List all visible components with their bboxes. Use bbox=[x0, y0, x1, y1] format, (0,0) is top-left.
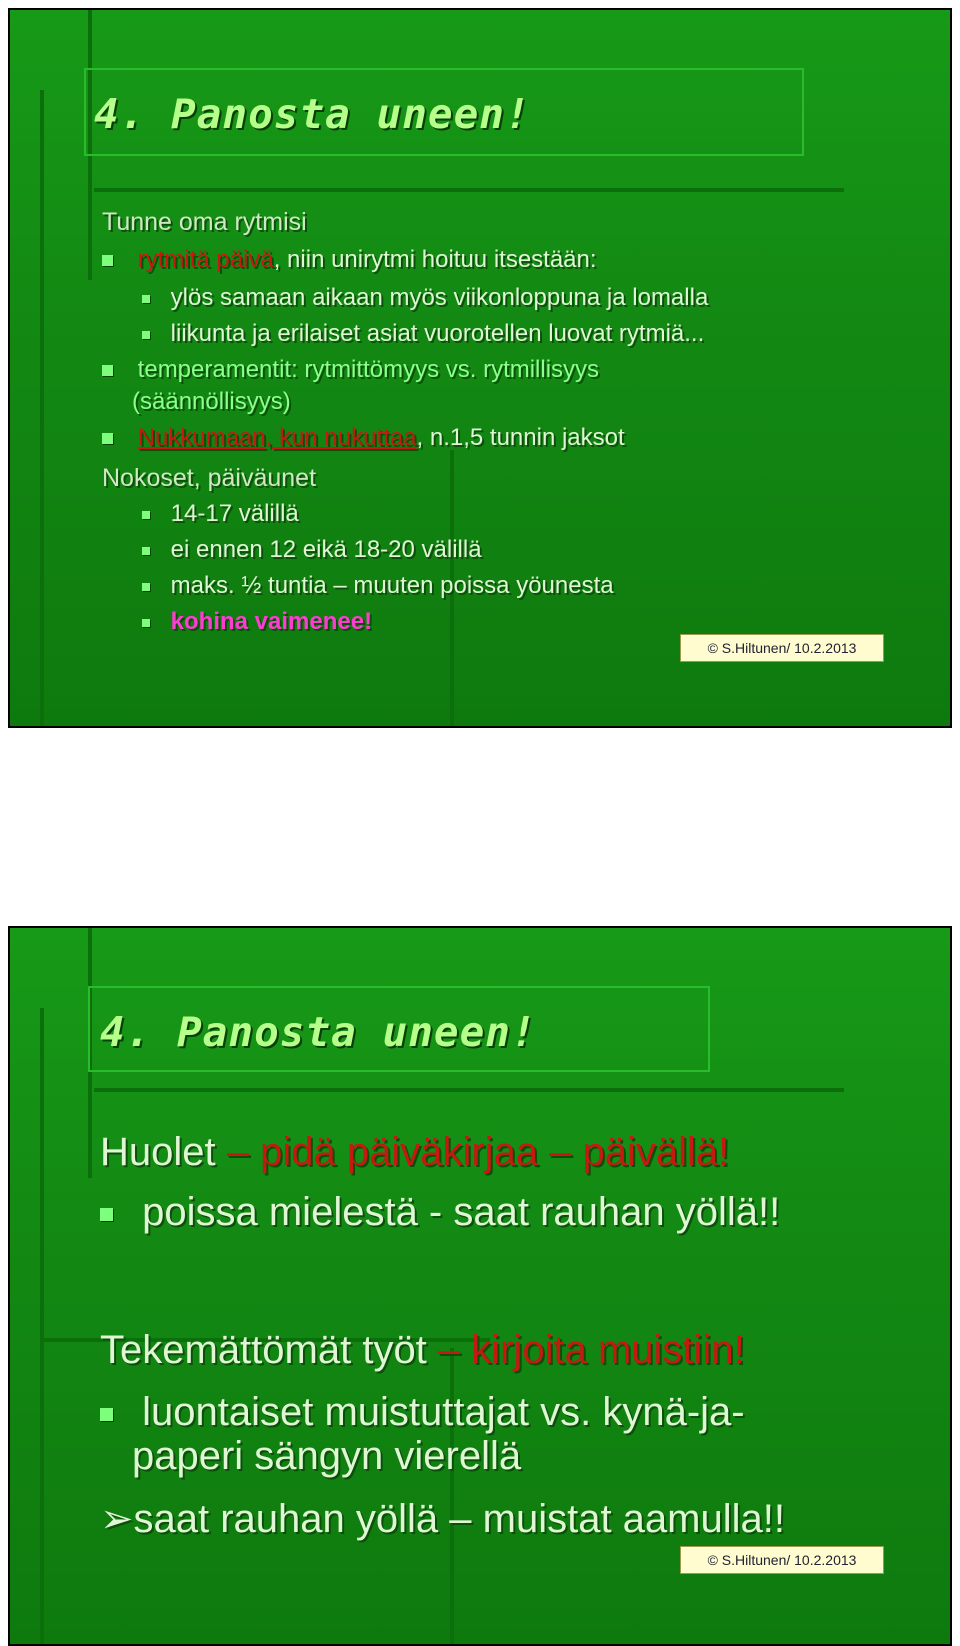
sub-bullet-text: 14-17 välillä bbox=[170, 500, 299, 527]
bullet-item bbox=[100, 1390, 745, 1435]
bullet-icon bbox=[142, 511, 150, 519]
bullet-icon bbox=[102, 255, 113, 266]
sub-bullet-item bbox=[142, 608, 372, 636]
arrow-item bbox=[100, 1496, 785, 1542]
bullet-text: poissa mielestä - saat rauhan yöllä!! bbox=[142, 1190, 781, 1234]
bullet-icon bbox=[142, 583, 150, 591]
copyright-credit: © S.Hiltunen/ 10.2.2013 bbox=[680, 634, 884, 662]
highlight-link[interactable]: Nukkumaan, kun nukuttaa bbox=[137, 424, 417, 451]
heading-rhythm: Tunne oma rytmisi bbox=[102, 208, 307, 236]
bullet-icon bbox=[102, 433, 113, 444]
sub-bullet-text: ylös samaan aikaan myös viikonloppuna ja lomalla bbox=[170, 284, 709, 311]
bullet-text: , niin unirytmi hoituu itsestään: bbox=[273, 246, 597, 273]
arrow-icon: ➢ bbox=[100, 1497, 134, 1541]
sub-bullet-text: kohina vaimenee! bbox=[170, 608, 373, 635]
bullet-icon bbox=[100, 1208, 113, 1221]
heading-worries bbox=[100, 1130, 729, 1175]
sub-bullet-text: ei ennen 12 eikä 18-20 välillä bbox=[170, 536, 482, 563]
slide-1 bbox=[8, 8, 952, 728]
bullet-text: , n.1,5 tunnin jaksot bbox=[416, 424, 625, 451]
heading-text: Tekemättömät työt bbox=[100, 1328, 438, 1372]
slide-title: 4. Panosta uneen! bbox=[94, 90, 531, 138]
bullet-text-continued: (säännöllisyys) bbox=[132, 388, 291, 415]
sub-bullet-item bbox=[142, 500, 299, 528]
heading-tasks bbox=[100, 1328, 745, 1373]
decor-line bbox=[94, 188, 844, 192]
bullet-item bbox=[102, 356, 599, 384]
bullet-text: luontaiset muistuttajat vs. kynä-ja- bbox=[142, 1390, 745, 1434]
bullet-text-continued: paperi sängyn vierellä bbox=[132, 1434, 522, 1478]
sub-bullet-item bbox=[142, 284, 708, 312]
sub-bullet-item bbox=[142, 320, 704, 348]
heading-text: Huolet bbox=[100, 1130, 227, 1174]
bullet-item bbox=[102, 246, 597, 274]
bullet-text: temperamentit: rytmittömyys vs. rytmillisyys bbox=[137, 356, 600, 383]
bullet-icon bbox=[142, 295, 150, 303]
bullet-icon bbox=[100, 1408, 113, 1421]
copyright-credit: © S.Hiltunen/ 10.2.2013 bbox=[680, 1546, 884, 1574]
bullet-item bbox=[102, 424, 625, 452]
sub-bullet-item bbox=[142, 536, 482, 564]
bullet-icon bbox=[142, 547, 150, 555]
sub-bullet-text: liikunta ja erilaiset asiat vuorotellen luovat rytmiä... bbox=[170, 320, 705, 347]
bullet-icon bbox=[142, 619, 150, 627]
slide-2 bbox=[8, 926, 952, 1646]
decor-line bbox=[40, 1008, 44, 1646]
highlight-text: – kirjoita muistiin! bbox=[437, 1328, 745, 1372]
sub-bullet-text: maks. ½ tuntia – muuten poissa yöunesta bbox=[170, 572, 614, 599]
arrow-text: saat rauhan yöllä – muistat aamulla!! bbox=[133, 1497, 785, 1541]
bullet-icon bbox=[102, 365, 113, 376]
highlight-text: rytmitä päivä bbox=[137, 246, 274, 273]
slide-title: 4. Panosta uneen! bbox=[100, 1008, 537, 1056]
heading-naps: Nokoset, päiväunet bbox=[102, 464, 317, 492]
highlight-text: – pidä päiväkirjaa – päivällä! bbox=[226, 1130, 730, 1174]
sub-bullet-item bbox=[142, 572, 614, 600]
bullet-icon bbox=[142, 331, 150, 339]
decor-line bbox=[40, 90, 44, 728]
decor-line bbox=[94, 1088, 844, 1092]
bullet-item bbox=[100, 1190, 780, 1235]
